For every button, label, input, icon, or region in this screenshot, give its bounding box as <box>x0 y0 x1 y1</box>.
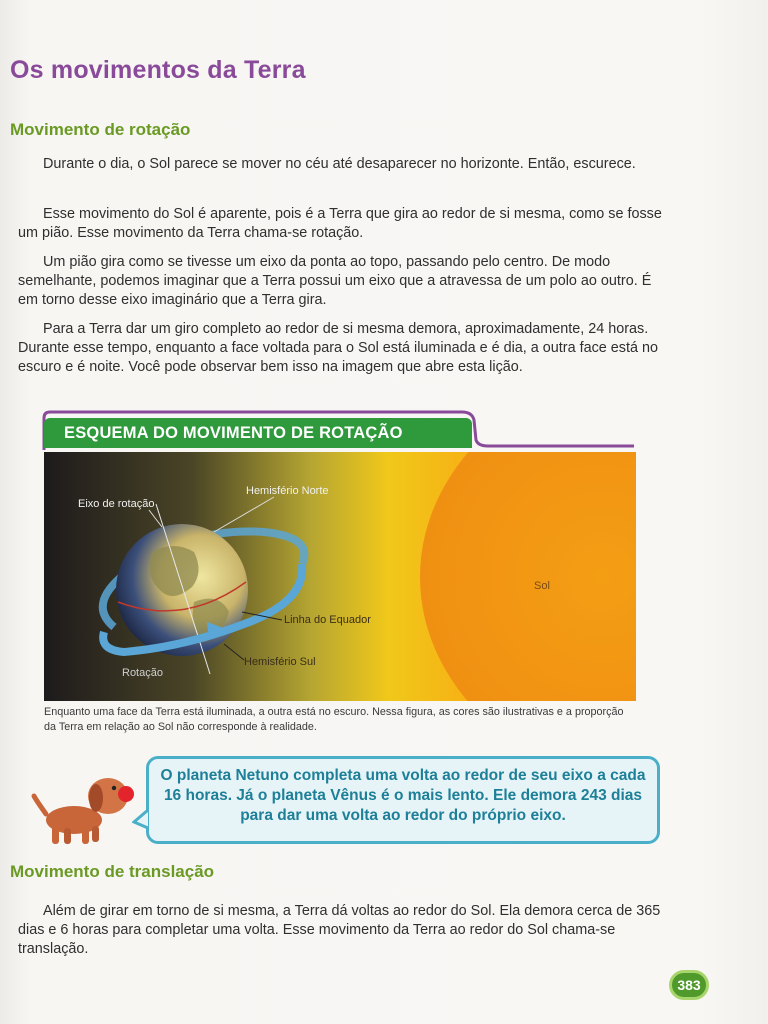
page-title: Os movimentos da Terra <box>10 56 306 84</box>
label-equator: Linha do Equador <box>284 614 371 626</box>
rotation-diagram <box>44 452 636 701</box>
figure-header: ESQUEMA DO MOVIMENTO DE ROTAÇÃO <box>44 418 472 448</box>
paragraph-1: Durante o dia, o Sol parece se mover no céu até desaparecer no horizonte. Então, escurece. <box>43 156 636 172</box>
paragraph-4: Para a Terra dar um giro completo ao redor de si mesma demora, aproximadamente, 24 horas. Durante esse tempo, enquanto a face voltada para o Sol está iluminada e é dia, a outra face está no escuro e é noite. Você pode observar bem isso na imagem que abre esta lição. <box>18 321 659 375</box>
section-heading-rotation: Movimento de rotação <box>10 120 191 139</box>
earth-illustration <box>44 452 636 701</box>
section-heading-translation: Movimento de translação <box>10 862 215 881</box>
label-south-hemisphere: Hemisfério Sul <box>244 656 316 668</box>
label-sun: Sol <box>534 580 550 592</box>
paragraph-translation: Além de girar em torno de si mesma, a Terra dá voltas ao redor do Sol. Ela demora cerca de 365 dias e 6 horas para completar uma volta. Esse movimento da Terra ao redor do Sol chama-se translação. <box>18 903 661 957</box>
dog-mascot-icon <box>30 770 134 850</box>
label-rotation: Rotação <box>122 667 163 679</box>
label-north-hemisphere: Hemisfério Norte <box>246 485 329 497</box>
figure-caption: Enquanto uma face da Terra está iluminada, a outra está no escuro. Nessa figura, as cores são ilustrativas e a proporção da Terra em relação ao Sol não corresponde à realidade. <box>44 706 624 733</box>
paragraph-2: Esse movimento do Sol é aparente, pois é a Terra que gira ao redor de si mesma, como se fosse um pião. Esse movimento da Terra chama-se rotação. <box>18 206 662 241</box>
label-axis: Eixo de rotação <box>78 498 155 510</box>
paragraph-3: Um pião gira como se tivesse um eixo da ponta ao topo, passando pelo centro. De modo semelhante, podemos imaginar que a Terra possui um eixo que a atravessa de um polo ao outro. É em torno desse eixo imaginário que a Terra gira. <box>18 254 652 308</box>
fun-fact-text: O planeta Netuno completa uma volta ao redor de seu eixo a cada 16 horas. Já o planeta Vênus é o mais lento. Ele demora 243 dias para dar uma volta ao redor do próprio eixo. <box>160 767 646 824</box>
callout-pointer <box>132 808 152 832</box>
page-number-badge: 383 <box>669 970 709 1000</box>
